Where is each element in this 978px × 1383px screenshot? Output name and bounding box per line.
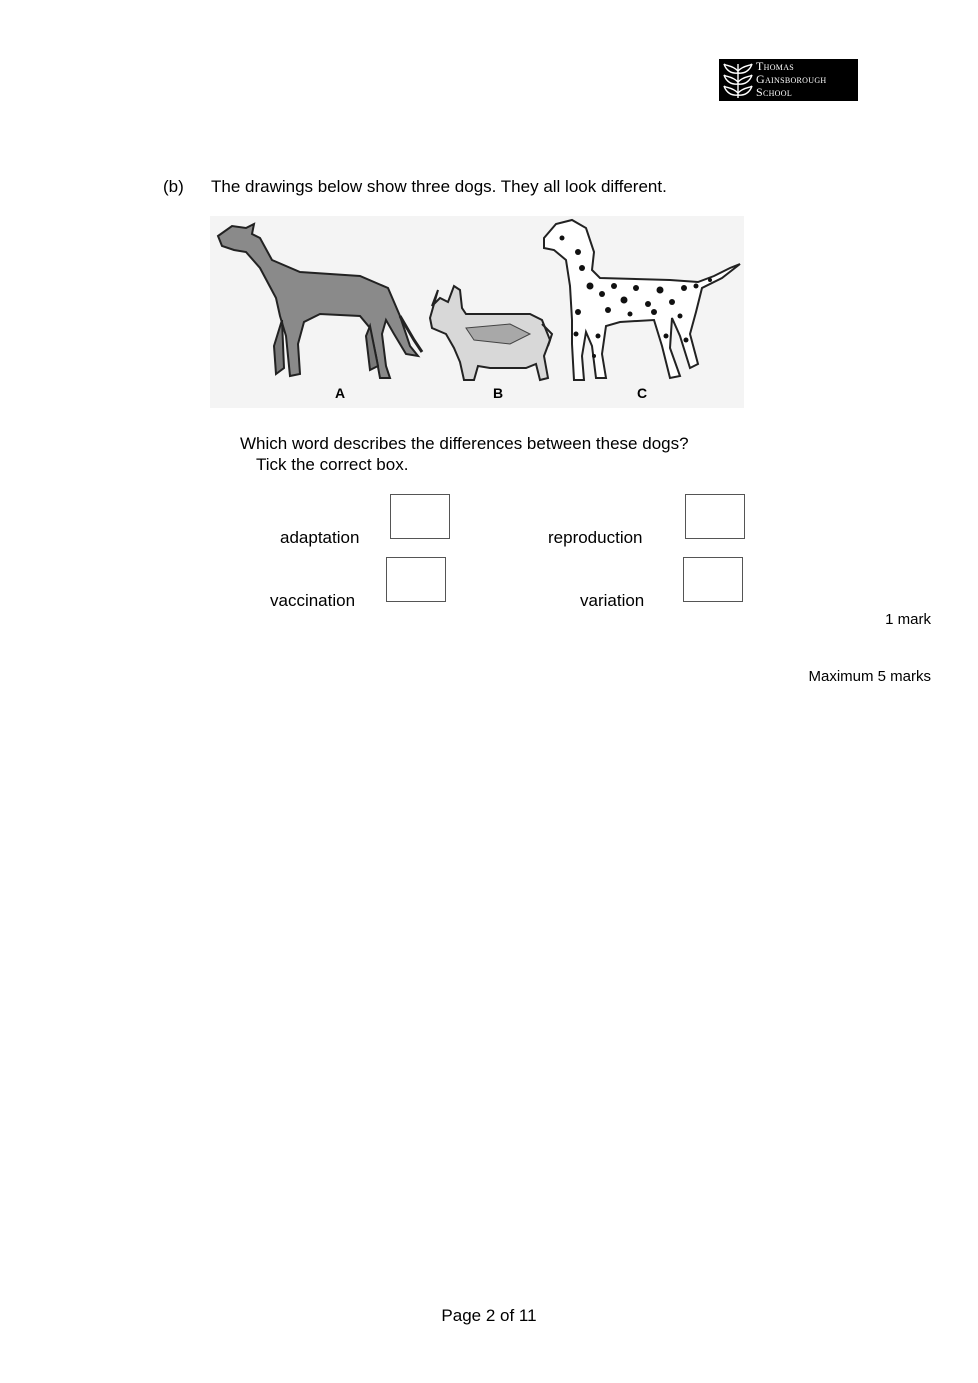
option-label-variation: variation	[580, 591, 645, 610]
maximum-marks: Maximum 5 marks	[808, 668, 931, 685]
logo-text	[756, 60, 827, 99]
question-text: The drawings below show three dogs. They all look different.	[211, 177, 667, 196]
option-label-adaptation: adaptation	[280, 528, 360, 547]
logo-line: School	[756, 85, 793, 99]
tick-box-variation[interactable]	[683, 557, 743, 602]
logo-line: Gainsborough	[756, 72, 827, 86]
question-prompt: Which word describes the differences between these dogs?	[240, 434, 689, 453]
dog-a-greyhound	[218, 224, 422, 378]
dog-label-a: A	[334, 385, 346, 401]
logo-line: Thomas	[756, 59, 795, 73]
tick-box-vaccination[interactable]	[386, 557, 446, 602]
dog-b-corgi	[430, 286, 552, 380]
part-mark: 1 mark	[885, 611, 931, 628]
dogs-figure	[210, 216, 744, 408]
dog-label-b: B	[492, 385, 504, 401]
tick-box-adaptation[interactable]	[390, 494, 450, 539]
question-label: (b)	[163, 177, 184, 196]
school-logo	[719, 59, 858, 101]
option-label-reproduction: reproduction	[548, 528, 643, 547]
tick-instruction: Tick the correct box.	[256, 455, 409, 474]
option-label-vaccination: vaccination	[270, 591, 356, 610]
dog-c-dalmatian	[544, 220, 740, 380]
page-number: Page 2 of 11	[441, 1306, 537, 1325]
tick-box-reproduction[interactable]	[685, 494, 745, 539]
dog-label-c: C	[636, 385, 648, 401]
leaf-logo-icon	[722, 61, 754, 99]
